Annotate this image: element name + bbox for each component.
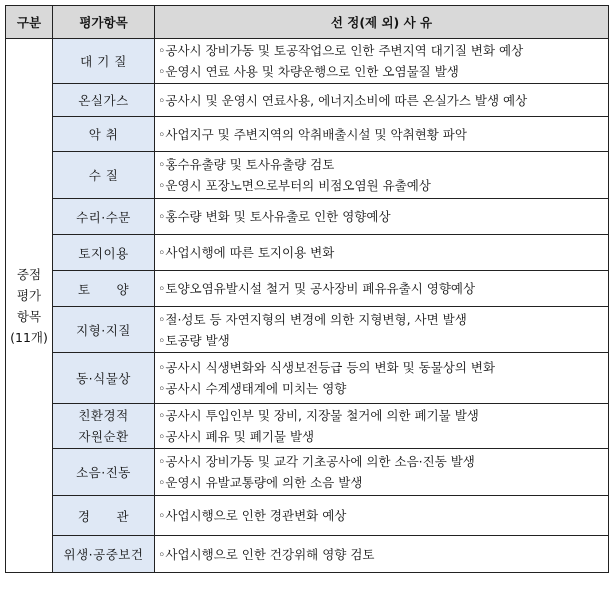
reason-cell (155, 117, 609, 152)
reason-line: ◦사업지구 및 주변지역의 악취배출시설 및 악취현황 파악 (158, 126, 467, 142)
reason-cell (155, 307, 609, 353)
category-line: (11개) (10, 329, 48, 345)
reason-line: ◦절·성토 등 자연지형의 변경에 의한 지형변형, 사면 발생 (158, 311, 467, 327)
table-row (6, 39, 609, 84)
table-row (6, 152, 609, 199)
header-reason: 선 정(제 외) 사 유 (155, 6, 609, 39)
item-cell: 소음·진동 (53, 449, 155, 496)
reason-line: ◦사업시행으로 인한 건강위해 영향 검토 (158, 546, 375, 562)
item-cell (53, 404, 155, 449)
reason-cell (155, 536, 609, 573)
header-category: 구분 (6, 6, 53, 39)
reason-cell (155, 39, 609, 84)
reason-line: ◦운영시 포장노면으로부터의 비점오염원 유출예상 (158, 178, 431, 193)
item-line: 자원순환 (78, 429, 129, 444)
reason-line: ◦토양오염유발시설 철거 및 공사장비 폐유유출시 영향예상 (158, 281, 476, 296)
reason-line: ◦공사시 폐유 및 폐기물 발생 (158, 429, 315, 444)
item-cell: 수리·수문 (53, 199, 155, 235)
reason-line: ◦공사시 수계생태계에 미치는 영향 (158, 381, 347, 396)
reason-cell (155, 449, 609, 496)
reason-line: ◦운영시 유발교통량에 의한 소음 발생 (158, 475, 363, 490)
category-line: 항목 (16, 308, 42, 324)
item-cell: 위생·공중보건 (53, 536, 155, 573)
evaluation-table (5, 5, 609, 573)
header-item: 평가항목 (53, 6, 155, 39)
table-row (6, 117, 609, 152)
table-row (6, 271, 609, 307)
reason-line: ◦운영시 연료 사용 및 차량운행으로 인한 오염물질 발생 (158, 64, 459, 79)
reason-line: ◦사업시행으로 인한 경관변화 예상 (158, 508, 347, 523)
reason-line: ◦공사시 및 운영시 연료사용, 에너지소비에 따른 온실가스 발생 예상 (158, 92, 528, 108)
item-cell: 동·식물상 (53, 353, 155, 404)
reason-line: ◦공사시 장비가동 및 토공작업으로 인한 주변지역 대기질 변화 예상 (158, 43, 524, 58)
item-cell: 토 양 (53, 271, 155, 307)
item-cell: 지형·지질 (53, 307, 155, 353)
table-row (6, 353, 609, 404)
table-row (6, 536, 609, 573)
reason-cell (155, 271, 609, 307)
item-cell: 대 기 질 (53, 39, 155, 84)
table-row (6, 84, 609, 117)
reason-cell (155, 235, 609, 271)
reason-line: ◦홍수유출량 및 토사유출량 검토 (158, 157, 335, 172)
reason-cell (155, 199, 609, 235)
item-cell: 악 취 (53, 117, 155, 152)
header-row (6, 6, 609, 39)
table-row (6, 449, 609, 496)
item-cell: 온실가스 (53, 84, 155, 117)
item-cell: 토지이용 (53, 235, 155, 271)
reason-cell (155, 353, 609, 404)
reason-cell (155, 84, 609, 117)
reason-line: ◦토공량 발생 (158, 332, 230, 348)
table-row (6, 404, 609, 449)
item-cell: 경 관 (53, 496, 155, 536)
table-row (6, 199, 609, 235)
reason-cell (155, 404, 609, 449)
reason-line: ◦홍수량 변화 및 토사유출로 인한 영향예상 (158, 209, 391, 224)
reason-cell (155, 152, 609, 199)
table-row (6, 307, 609, 353)
table-row (6, 235, 609, 271)
reason-line: ◦사업시행에 따른 토지이용 변화 (158, 245, 335, 260)
item-line: 친환경적 (78, 408, 129, 423)
reason-line: ◦공사시 투입인부 및 장비, 지장물 철거에 의한 폐기물 발생 (158, 408, 479, 423)
reason-line: ◦공사시 식생변화와 식생보전등급 등의 변화 및 동물상의 변화 (158, 360, 496, 375)
category-line: 중점 (16, 266, 42, 282)
reason-cell (155, 496, 609, 536)
item-cell: 수 질 (53, 152, 155, 199)
reason-line: ◦공사시 장비가동 및 교각 기초공사에 의한 소음·진동 발생 (158, 454, 475, 469)
table-row (6, 496, 609, 536)
category-cell (6, 39, 53, 573)
category-line: 평가 (16, 287, 42, 303)
